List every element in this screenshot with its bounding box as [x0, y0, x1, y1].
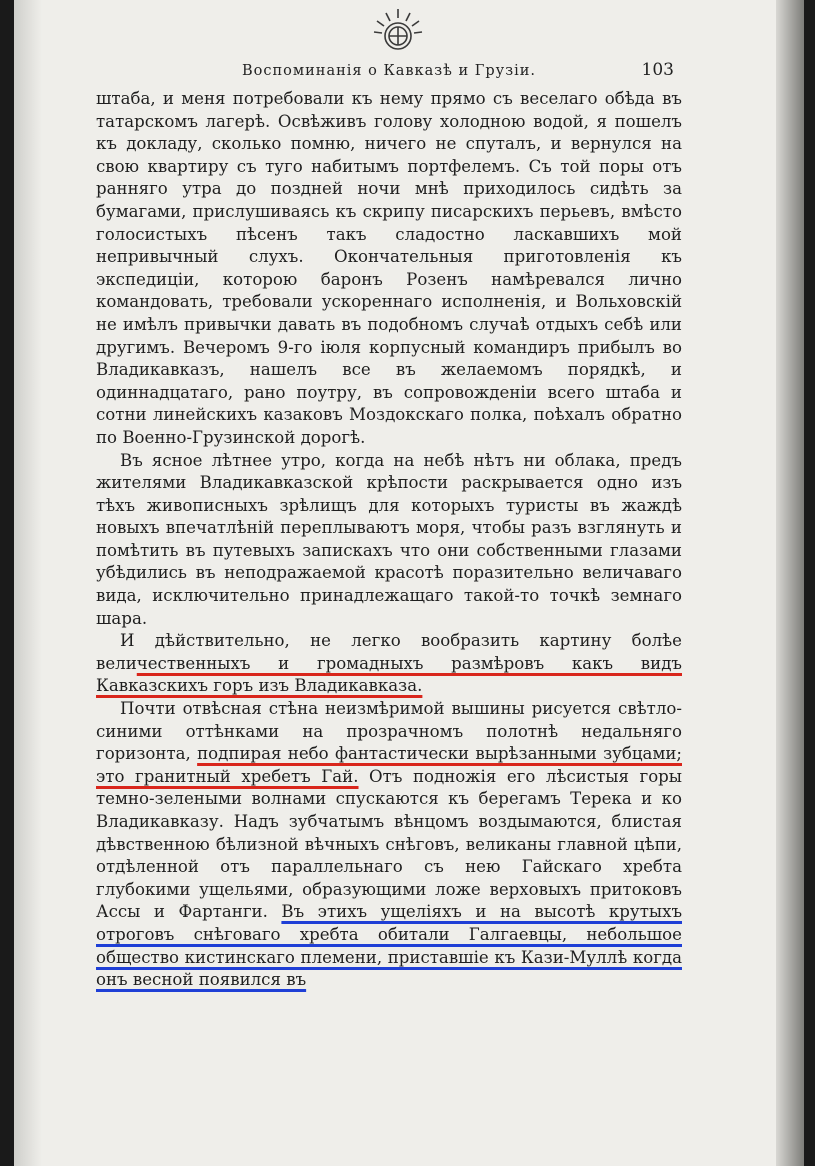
red-underlined-passage-2: подпирая небо фантастически вырѣзанными зубцами; это гранитный хребетъ Гай.	[96, 744, 682, 786]
paragraph-4-text-a: Почти отвѣсная стѣна неизмѣримой вышины рисуется свѣтло-синими оттѣнками на прозрачномъ полотнѣ недальняго горизонта,	[96, 699, 682, 764]
page-gutter-shadow	[14, 0, 42, 1166]
paragraph-3	[96, 630, 682, 698]
paragraph-4	[96, 698, 682, 992]
running-header	[104, 60, 674, 84]
red-underlined-passage-1: чественныхъ и громадныхъ размѣровъ какъ видъ Кавказскихъ горъ изъ Владикавказа.	[96, 653, 682, 696]
paragraph-1: штаба, и меня потребовали къ нему прямо съ веселаго обѣда въ татарскомъ лагерѣ. Освѣживъ голову холодною водой, я пошелъ къ докладу, сколько помню, ничего не спуталъ, и вернулся на свою квартиру съ туго набитымъ портфелемъ. Съ той поры отъ ранняго утра до поздней ночи мнѣ приходилось сидѣть за бумагами, прислушиваясь къ скрипу писарскихъ перьевъ, вмѣсто голосистыхъ пѣсенъ такъ сладостно ласкавшихъ мой непривычный слухъ. Окончательныя приготовленія къ экспедиціи, которою баронъ Розенъ намѣревался лично командовать, требовали ускореннаго исполненія, и Вольховскій не имѣлъ привычки давать въ подобномъ случаѣ отдыхъ себѣ или другимъ. Вечеромъ 9-го іюля корпусный командиръ прибылъ во Владикавказъ, нашелъ все въ желаемомъ порядкѣ, и одиннадцатаго, рано поутру, въ сопровожденіи всего штаба и сотни линейскихъ казаковъ Моздокскаго полка, поѣхалъ обратно по Военно-Грузинской дорогѣ.	[96, 89, 682, 447]
running-title: Воспоминанія о Кавказѣ и Грузіи.	[241, 63, 537, 79]
blue-underlined-passage: Въ этихъ ущеліяхъ и на высотѣ крутыхъ отроговъ снѣговаго хребта обитали Галгаевцы, небольшое общество кистинскаго племени, приставшіе къ Кази-Муллѣ когда онъ весной появился въ	[96, 902, 682, 990]
library-stamp-icon	[370, 6, 426, 62]
paragraph-4-text-b: Отъ подножія его лѣсистыя горы темно-зелеными волнами спускаются къ берегамъ Терека и ко Владикавказу. Надъ зубчатымъ вѣнцомъ воздымаются, блистая дѣвственною бѣлизной вѣчныхъ снѣговъ, великаны главной цѣпи, отдѣленной отъ параллельнаго съ нею Гайскаго хребта глубокими ущельями, образующими ложе верховыхъ притоковъ Ассы и Фартанги.	[96, 766, 683, 922]
body-text	[96, 88, 682, 992]
paragraph-3-text: И дѣйствительно, не легко вообразить картину болѣе вели	[96, 631, 682, 673]
paragraph-2: Въ ясное лѣтнее утро, когда на небѣ нѣтъ ни облака, предъ жителями Владикавказской крѣпости раскрывается одно изъ тѣхъ живописныхъ зрѣлищъ для которыхъ туристы въ жаждѣ новыхъ впечатлѣній переплываютъ моря, чтобы разъ взглянуть и помѣтить въ путевыхъ запискахъ что они собственными глазами убѣдились въ неподражаемой красотѣ поразительно величаваго вида, исключительно принадлежащаго такой-то точкѣ земнаго шара.	[96, 450, 682, 628]
page-number: 103	[641, 60, 674, 80]
page-edge-shadow	[776, 0, 804, 1166]
book-page	[14, 0, 804, 1166]
